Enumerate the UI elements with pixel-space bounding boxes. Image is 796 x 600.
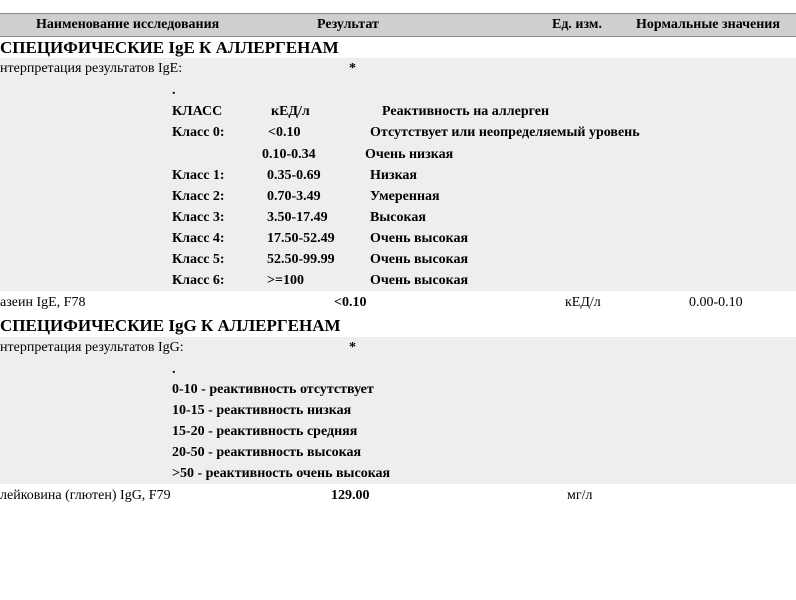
ige-class-label: Класс 3: — [172, 210, 225, 225]
ige-class-desc: Низкая — [370, 168, 418, 183]
igg-interpretation-block — [0, 337, 796, 484]
section-title-ige: СПЕЦИФИЧЕСКИЕ IgE К АЛЛЕРГЕНАМ — [0, 38, 339, 57]
ige-interpretation-result: * — [349, 61, 356, 76]
ige-table-header-reactivity: Реактивность на аллерген — [382, 104, 550, 119]
ige-class-range: 3.50-17.49 — [267, 210, 328, 225]
ige-class-desc: Очень высокая — [370, 231, 469, 246]
ige-class-desc: Высокая — [370, 210, 426, 225]
ige-class-label: Класс 4: — [172, 231, 225, 246]
ige-class-range: <0.10 — [268, 125, 301, 140]
ige-class-range: 0.70-3.49 — [267, 189, 321, 204]
ige-interpretation-label: нтерпретация результатов IgE: — [0, 61, 183, 76]
ige-table-header-class: КЛАСС — [172, 104, 223, 119]
test-result: 129.00 — [331, 488, 370, 503]
igg-interpretation-label: нтерпретация результатов IgG: — [0, 340, 184, 355]
ige-class-range: >=100 — [267, 273, 304, 288]
ige-class-desc: Отсутствует или неопределяемый уровень — [370, 125, 640, 140]
ige-class-label: Класс 2: — [172, 189, 225, 204]
igg-interpretation-dot: . — [172, 362, 176, 377]
igg-reactivity-line: >50 - реактивность очень высокая — [172, 466, 391, 481]
test-name: азеин IgE, F78 — [0, 295, 86, 310]
ige-class-label: Класс 6: — [172, 273, 225, 288]
ige-class-label: Класс 1: — [172, 168, 225, 183]
igg-reactivity-line: 15-20 - реактивность средняя — [172, 424, 358, 439]
ige-class-range: 17.50-52.49 — [267, 231, 335, 246]
ige-class-range: 0.35-0.69 — [267, 168, 321, 183]
test-result: <0.10 — [334, 295, 367, 310]
ige-class-desc: Очень низкая — [365, 147, 454, 162]
igg-reactivity-line: 0-10 - реактивность отсутствует — [172, 382, 374, 397]
table-header — [0, 13, 796, 37]
test-unit: кЕД/л — [565, 295, 601, 310]
ige-class-label: Класс 0: — [172, 125, 225, 140]
igg-interpretation-result: * — [349, 340, 356, 355]
col-header-name: Наименование исследования — [36, 17, 220, 32]
test-unit: мг/л — [567, 488, 593, 503]
section-title-igg: СПЕЦИФИЧЕСКИЕ IgG К АЛЛЕРГЕНАМ — [0, 316, 341, 335]
col-header-ref: Нормальные значения — [636, 17, 780, 32]
test-reference: 0.00-0.10 — [689, 295, 743, 310]
test-name: лейковина (глютен) IgG, F79 — [0, 488, 171, 503]
ige-interpretation-dot: . — [172, 83, 176, 98]
ige-class-desc: Умеренная — [370, 189, 440, 204]
col-header-result: Результат — [317, 17, 379, 32]
igg-reactivity-line: 20-50 - реактивность высокая — [172, 445, 362, 460]
ige-class-desc: Очень высокая — [370, 252, 469, 267]
ige-class-range: 0.10-0.34 — [262, 147, 316, 162]
ige-table-header-unit: кЕД/л — [271, 104, 310, 119]
ige-class-label: Класс 5: — [172, 252, 225, 267]
ige-class-desc: Очень высокая — [370, 273, 469, 288]
igg-reactivity-line: 10-15 - реактивность низкая — [172, 403, 352, 418]
col-header-unit: Ед. изм. — [552, 17, 602, 32]
ige-class-range: 52.50-99.99 — [267, 252, 335, 267]
